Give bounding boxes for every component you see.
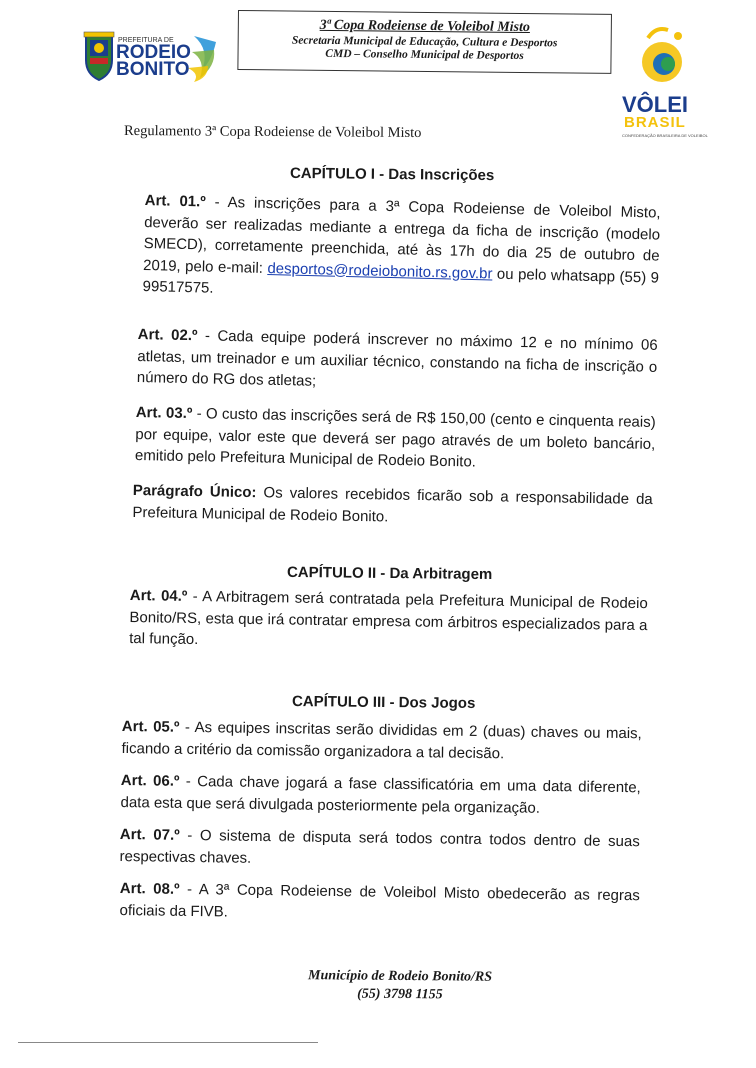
- article-06: [120, 770, 641, 820]
- chapter-3-heading: CAPÍTULO III - Dos Jogos: [291, 693, 476, 712]
- article-text: - A 3ª Copa Rodeiense de Voleibol Misto obedecerão as regras oficiais da FIVB.: [119, 880, 640, 921]
- footer-phone: (55) 3798 1155: [357, 986, 443, 1003]
- secretaria-line: Secretaria Municipal de Educação, Cultura e Desportos: [291, 34, 558, 50]
- event-title: 3ª Copa Rodeiense de Voleibol Misto: [319, 17, 531, 36]
- article-text: - As inscrições para a 3ª Copa Rodeiense de Voleibol Misto, deverão ser realizadas mediante a entrega da ficha de inscrição (modelo SMECD), corretamente preenchida, até às 17h do dia 25 de outubro de 2019, pelo e-mail:: [142, 193, 661, 277]
- prefeitura-logo: [82, 30, 222, 86]
- article-01: [142, 190, 660, 310]
- article-text: - O sistema de disputa será todos contra todos dentro de suas respectivas chaves.: [119, 826, 640, 867]
- article-03: [135, 402, 656, 476]
- article-label: Art. 04.º: [129, 586, 188, 605]
- article-07: [119, 824, 640, 874]
- email-link[interactable]: desportos@rodeiobonito.rs.gov.br: [267, 259, 493, 283]
- article-08: [119, 878, 640, 928]
- article-text: ou pelo whatsapp (55) 9 99517575.: [142, 265, 660, 297]
- article-label: Art. 01.º: [144, 191, 206, 211]
- article-02: [137, 324, 658, 399]
- article-text: - O custo das inscrições será de R$ 150,00 (cento e cinquenta reais) por equipe, valor este que deverá ser pago através de um boleto bancário, emitido pelo Prefeitura Municipal de Rodeio Bonito.: [134, 405, 656, 471]
- logo-name-line1: RODEIO: [116, 42, 191, 63]
- article-04: [129, 585, 648, 658]
- chapter-1-heading: CAPÍTULO I - Das Inscrições: [289, 164, 495, 185]
- article-label: Art. 03.º: [135, 403, 193, 423]
- logo-top-text: PREFEITURA DE: [118, 37, 174, 44]
- footer: [290, 967, 510, 1005]
- article-label: Art. 08.º: [119, 879, 180, 898]
- article-label: Art. 02.º: [137, 325, 198, 345]
- paragrafo-unico: [132, 480, 653, 532]
- header-box: [237, 10, 612, 74]
- article-text: - Cada chave jogará a fase classificatória em uma data diferente, data esta que será divulgada posteriormente pela organização.: [120, 772, 641, 817]
- article-text: - A Arbitragem será contratada pela Prefeitura Municipal de Rodeio Bonito/RS, esta que irá contratar empresa com árbitros especializados para a tal função.: [129, 587, 648, 649]
- logo-word-brasil: BRASIL: [624, 114, 686, 131]
- footer-municipality: Município de Rodeio Bonito/RS: [308, 968, 493, 985]
- page-divider: [18, 1042, 318, 1043]
- logo-caption: CONFEDERAÇÃO BRASILEIRA DE VOLEIBOL: [622, 133, 708, 138]
- logo-word-volei: VÔLEI: [622, 92, 689, 117]
- article-label: Art. 06.º: [120, 771, 180, 790]
- volei-brasil-logo: [618, 24, 718, 144]
- article-label: Parágrafo Único:: [132, 481, 257, 502]
- conselho-line: CMD – Conselho Municipal de Desportos: [325, 47, 524, 62]
- document-title: Regulamento 3ª Copa Rodeiense de Voleibol Misto: [123, 122, 422, 142]
- article-label: Art. 07.º: [119, 825, 180, 844]
- chapter-2-heading: CAPÍTULO II - Da Arbitragem: [286, 563, 493, 584]
- logo-name-line2: BONITO: [116, 59, 190, 80]
- article-text: - Cada equipe poderá inscrever no máximo 12 e no mínimo 06 atletas, um treinador e um auxiliar técnico, constando na ficha de inscrição o número do RG dos atletas;: [136, 327, 658, 390]
- article-text: Os valores recebidos ficarão sob a responsabilidade da Prefeitura Municipal de Rodeio Bonito.: [132, 484, 653, 525]
- article-text: - As equipes inscritas serão divididas em 2 (duas) chaves ou mais, ficando a critério da comissão organizadora a tal decisão.: [121, 718, 642, 762]
- article-05: [121, 716, 642, 766]
- article-label: Art. 05.º: [121, 717, 180, 736]
